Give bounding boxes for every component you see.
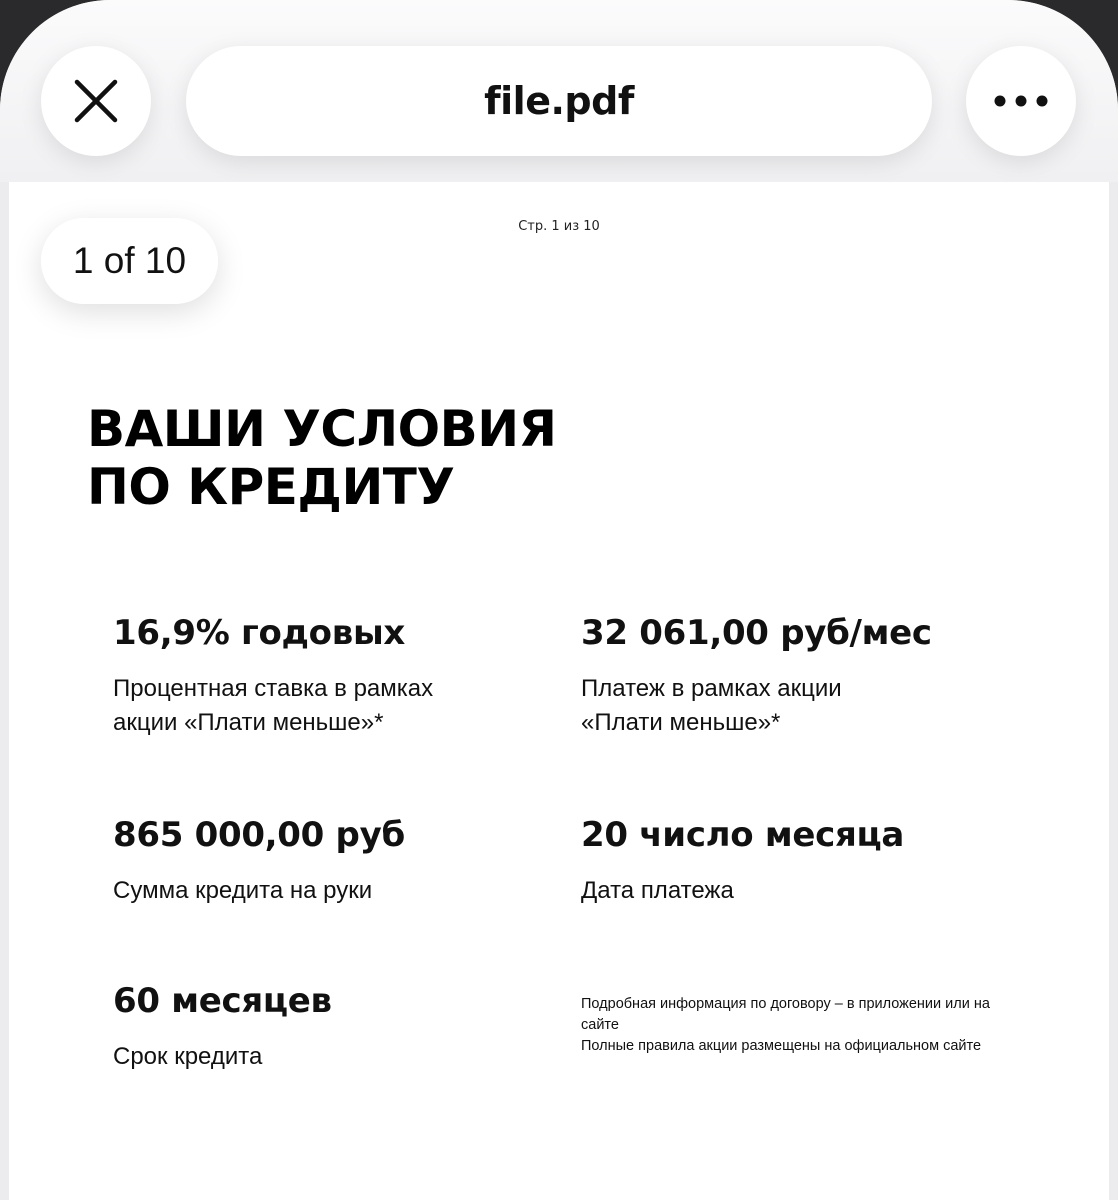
term-interest-rate <box>113 612 553 740</box>
term-label <box>581 874 1021 908</box>
footnote-line-1: Подробная информация по договору – в приложении или на сайте <box>581 996 990 1033</box>
term-label-line: акции «Плати меньше»* <box>113 709 384 736</box>
term-label-line: Платеж в рамках акции <box>581 675 842 702</box>
more-options-button[interactable] <box>966 46 1076 156</box>
term-label <box>581 672 1021 740</box>
term-label <box>113 672 553 740</box>
document-title: file.pdf <box>484 79 634 123</box>
term-loan-duration <box>113 980 553 1074</box>
term-label-line: Дата платежа <box>581 877 734 904</box>
term-monthly-payment <box>581 612 1021 740</box>
page-header: Стр. 1 из 10 <box>518 219 600 234</box>
term-label-line: Сумма кредита на руки <box>113 877 373 904</box>
close-icon <box>72 77 120 125</box>
viewer-toolbar <box>0 0 1118 182</box>
pdf-page[interactable] <box>9 182 1109 1200</box>
footnote-line-2: Полные правила акции размещены на официальном сайте <box>581 1038 982 1054</box>
footnote <box>581 994 1007 1057</box>
document-heading <box>87 400 557 516</box>
term-value: 60 месяцев <box>113 981 332 1021</box>
page-indicator: 1 of 10 <box>41 218 218 304</box>
term-label-line: «Плати меньше»* <box>581 709 781 736</box>
term-value: 20 число месяца <box>581 815 905 855</box>
close-button[interactable] <box>41 46 151 156</box>
term-label <box>113 1040 553 1074</box>
term-value: 865 000,00 руб <box>113 815 405 855</box>
term-loan-amount <box>113 814 553 908</box>
term-label <box>113 874 553 908</box>
term-label-line: Срок кредита <box>113 1043 263 1070</box>
term-payment-date <box>581 814 1021 908</box>
heading-line-1: ВАШИ УСЛОВИЯ <box>87 400 557 458</box>
heading-line-2: ПО КРЕДИТУ <box>87 458 455 516</box>
term-value: 32 061,00 руб/мес <box>581 613 932 653</box>
more-horizontal-icon <box>993 94 1049 108</box>
term-label-line: Процентная ставка в рамках <box>113 675 434 702</box>
term-value: 16,9% годовых <box>113 613 406 653</box>
document-title-pill[interactable] <box>186 46 932 156</box>
